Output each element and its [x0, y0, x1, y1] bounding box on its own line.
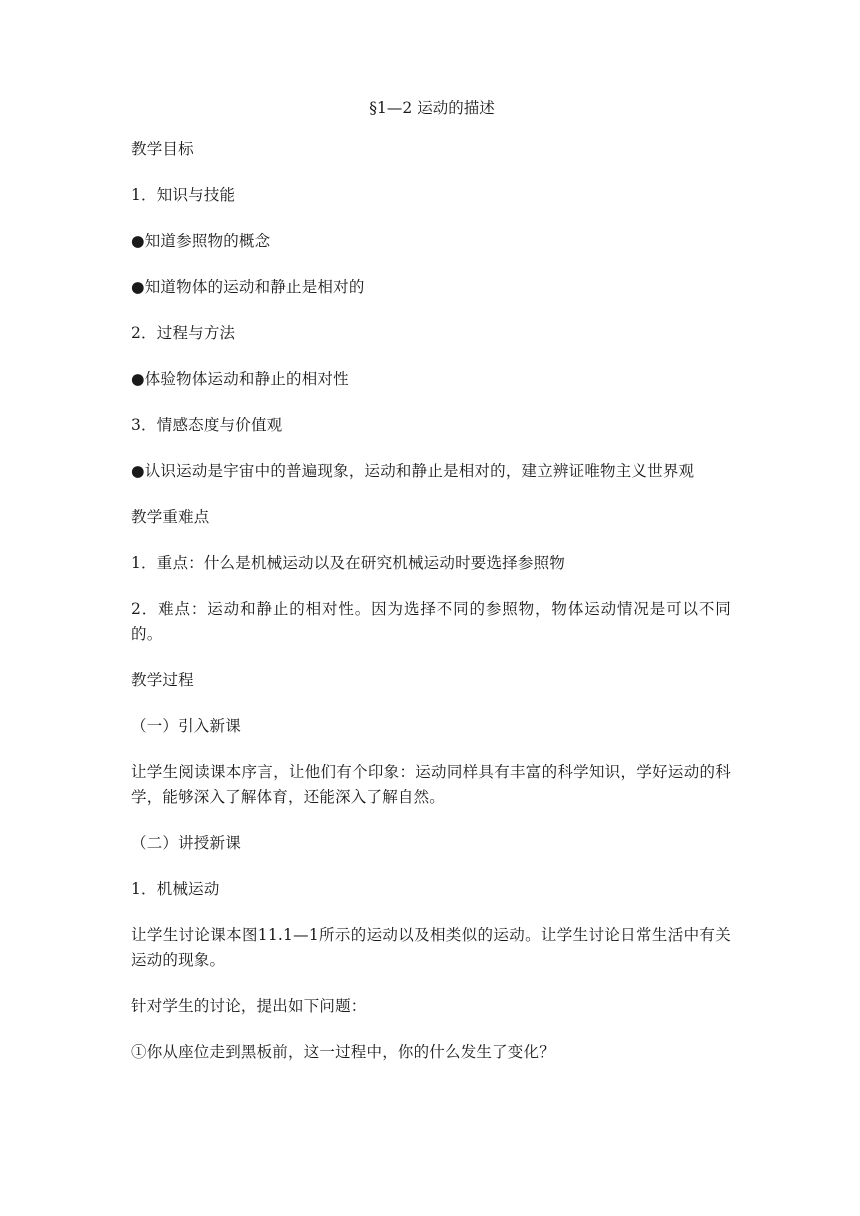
heading-teaching-process: 教学过程	[131, 671, 194, 689]
bullet-relative-motion: ●知道物体的运动和静止是相对的	[131, 278, 365, 296]
subheading-process-method: 2．过程与方法	[131, 324, 236, 342]
document-page	[131, 96, 731, 1086]
difficult-point: 2．难点：运动和静止的相对性。因为选择不同的参照物，物体运动情况是可以不同的。	[131, 600, 731, 643]
subheading-knowledge-skills: 1．知识与技能	[131, 186, 236, 204]
document-title: §1—2 运动的描述	[369, 99, 495, 117]
bullet-universal-motion: ●认识运动是宇宙中的普遍现象，运动和静止是相对的，建立辨证唯物主义世界观	[131, 462, 695, 480]
subheading-attitude-values: 3．情感态度与价值观	[131, 416, 283, 434]
heading-teaching-goals: 教学目标	[131, 140, 194, 158]
section-teach-lesson: （二）讲授新课	[131, 834, 241, 852]
key-point: 1．重点：什么是机械运动以及在研究机械运动时要选择参照物	[131, 554, 565, 572]
bullet-reference-concept: ●知道参照物的概念	[131, 232, 271, 250]
section-introduce-lesson: （一）引入新课	[131, 717, 241, 735]
bullet-experience-relativity: ●体验物体运动和静止的相对性	[131, 370, 349, 388]
paragraph-read-preface: 让学生阅读课本序言，让他们有个印象：运动同样具有丰富的科学知识，学好运动的科学，能够深入了解体育，还能深入了解自然。	[131, 763, 731, 806]
paragraph-discuss-figure: 让学生讨论课本图11.1—1所示的运动以及相类似的运动。让学生讨论日常生活中有关运动的现象。	[131, 926, 731, 969]
paragraph-questions-intro: 针对学生的讨论，提出如下问题：	[131, 997, 367, 1015]
subheading-mechanical-motion: 1．机械运动	[131, 880, 220, 898]
question-1: ①你从座位走到黑板前，这一过程中，你的什么发生了变化？	[131, 1043, 555, 1061]
heading-key-difficult-points: 教学重难点	[131, 508, 210, 526]
